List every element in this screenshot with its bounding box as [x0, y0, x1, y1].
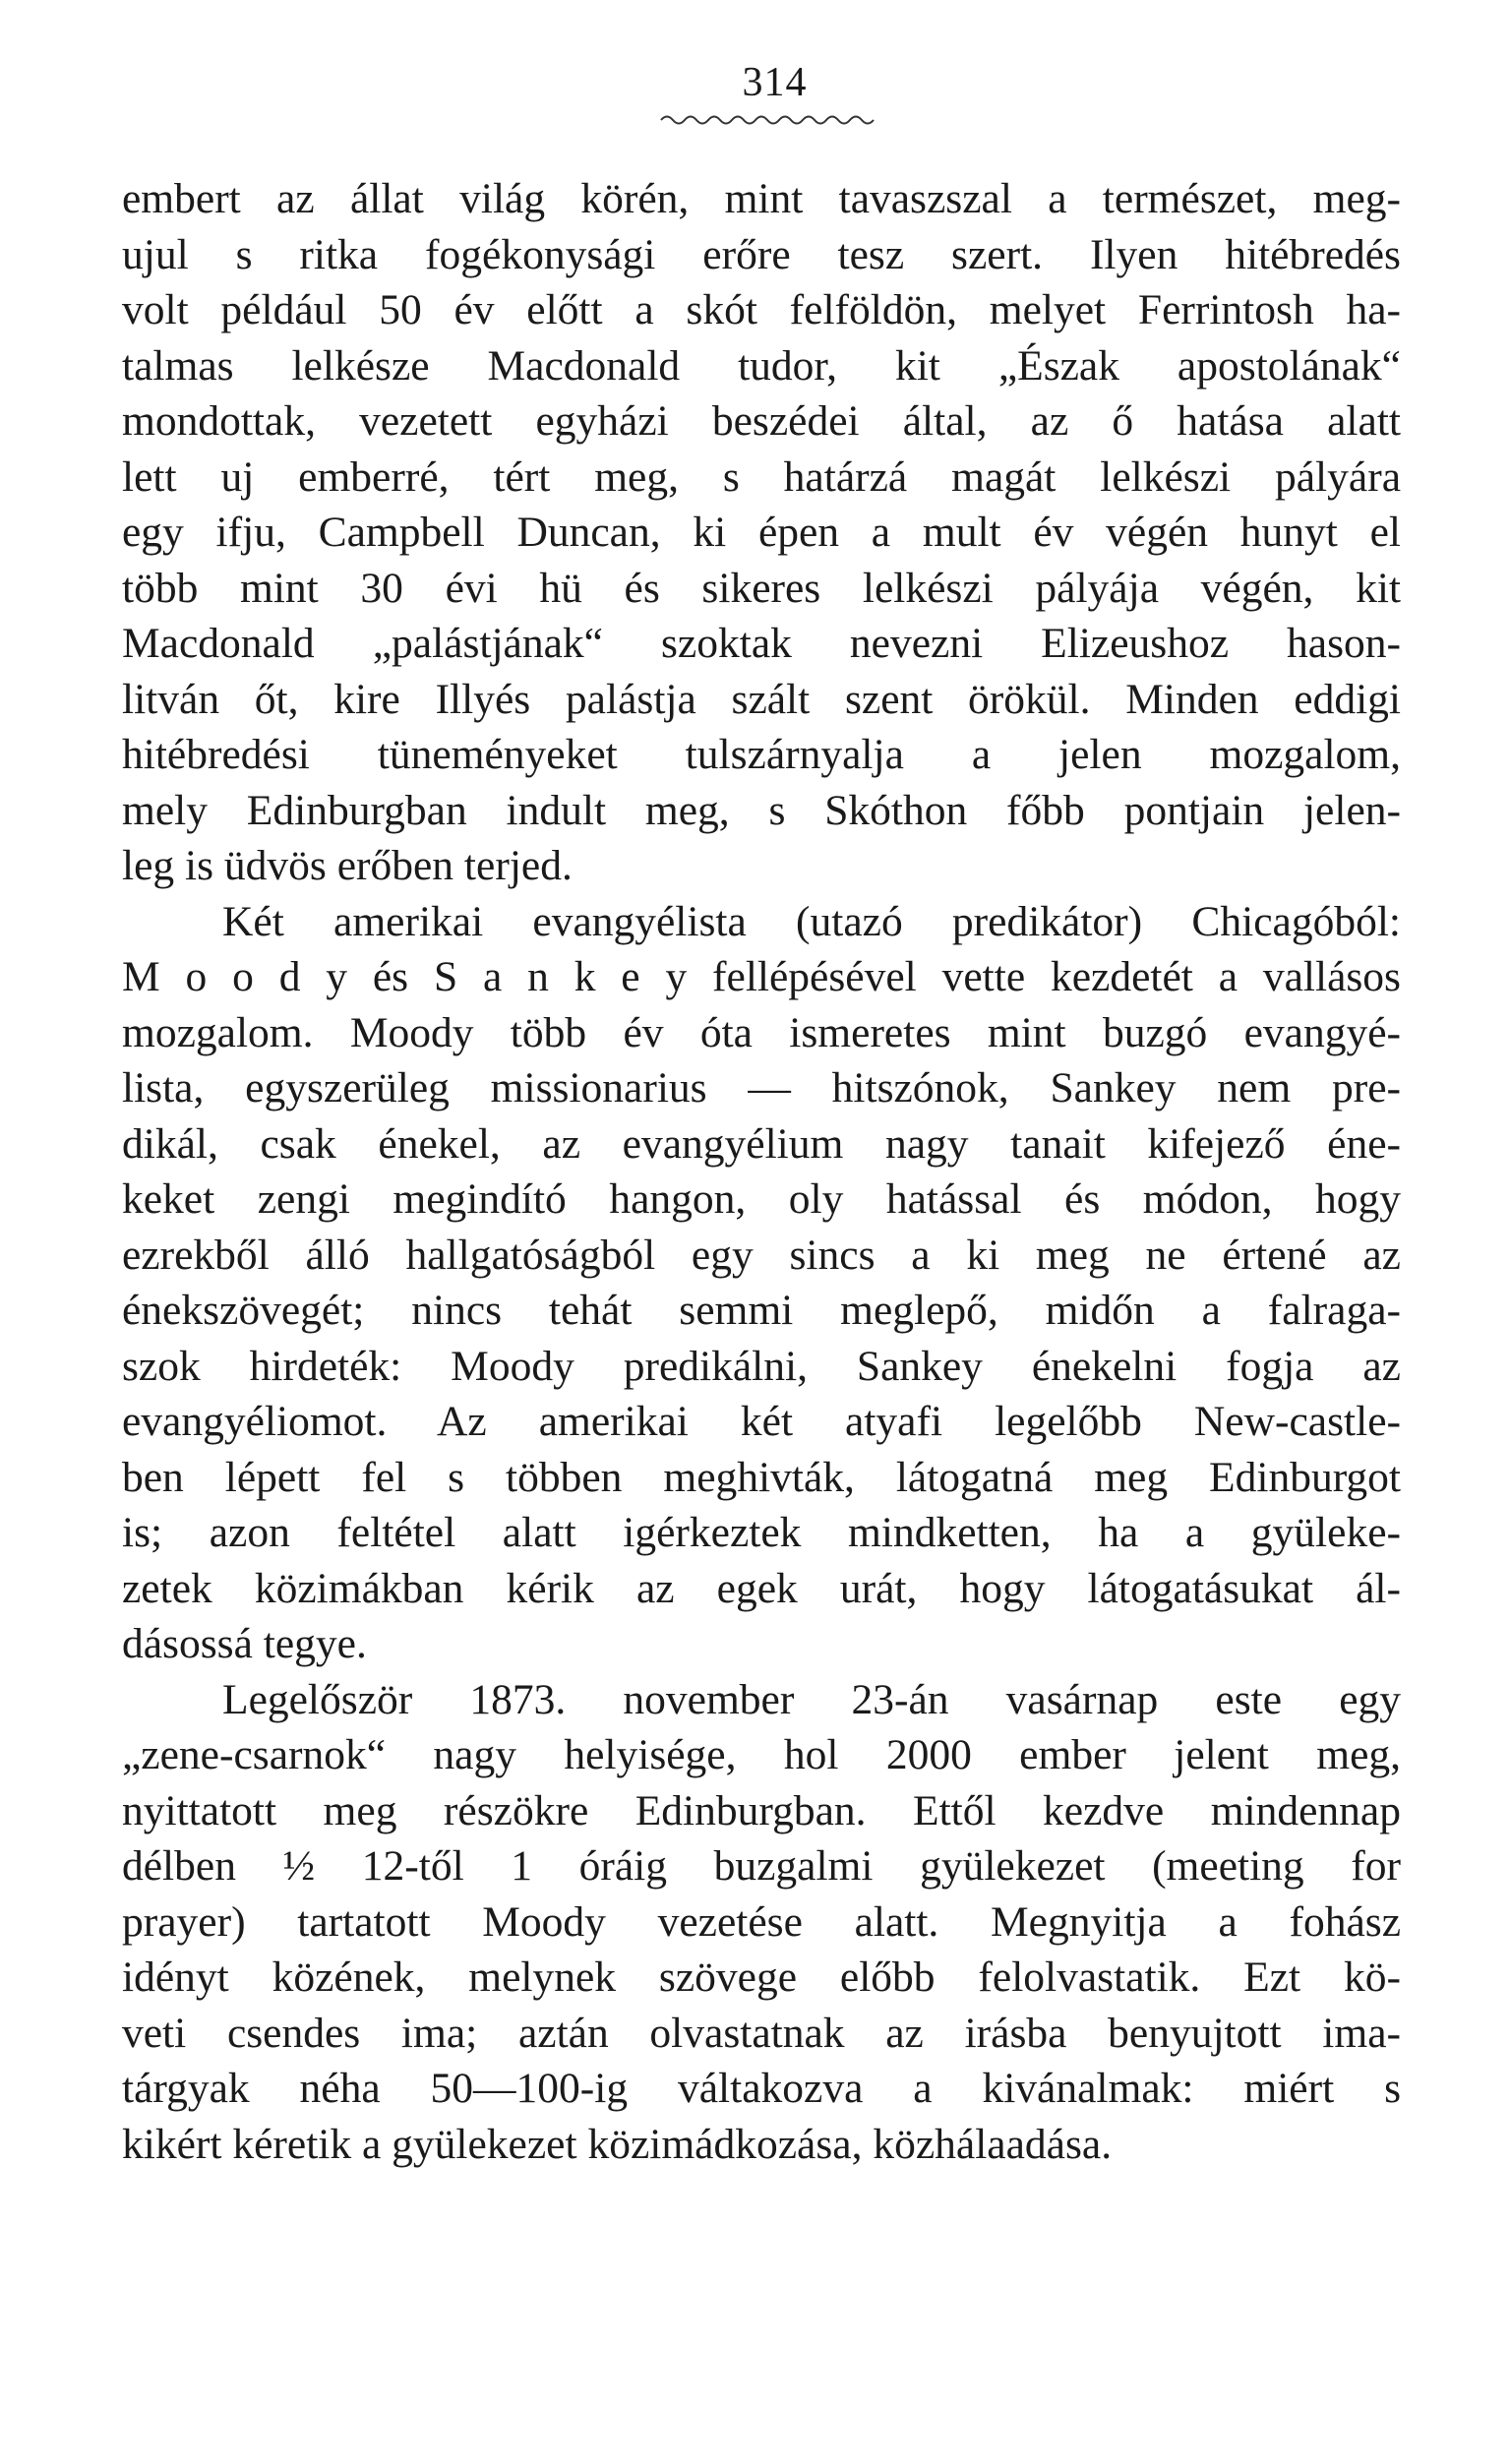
text-line: egy ifju, Campbell Duncan, ki épen a mult év végén hunyt el — [122, 509, 1401, 556]
text-line: dásossá tegye. — [122, 1620, 367, 1667]
text-line: szok hirdeték: Moody predikálni, Sankey énekelni fogja az — [122, 1342, 1401, 1390]
text-line: prayer) tartatott Moody vezetése alatt. Megnyitja a fohász — [122, 1897, 1401, 1946]
text-line: délben ½ 12-től 1 óráig buzgalmi gyülekezet (meeting for — [122, 1842, 1401, 1890]
text-line: evangyéliomot. Az amerikai két atyafi legelőbb New-castle- — [122, 1398, 1401, 1445]
text-line: énekszövegét; nincs tehát semmi meglepő, midőn a falraga- — [122, 1287, 1401, 1334]
text-line: több mint 30 évi hü és sikeres lelkészi pályája végén, kit — [122, 564, 1401, 612]
text-line: dikál, csak énekel, az evangyélium nagy tanait kifejező éne- — [122, 1119, 1401, 1168]
text-line: nyittatott meg részökre Edinburgban. Ettől kezdve mindennap — [122, 1786, 1401, 1834]
text-line: idényt közének, melynek szövege előbb felolvastatik. Ezt kö- — [122, 1953, 1401, 2001]
text-line: litván őt, kire Illyés palástja szált szent örökül. Minden eddigi — [122, 675, 1401, 723]
text-line: lista, egyszerüleg missionarius — hitszónok, Sankey nem pre- — [122, 1064, 1401, 1112]
paragraph-first-line: Legelőször 1873. november 23-án vasárnap este egy — [222, 1675, 1401, 1723]
text-line: hitébredési tüneményeket tulszárnyalja a jelen mozgalom, — [122, 731, 1401, 778]
text-line: mely Edinburgban indult meg, s Skóthon főbb pontjain jelen- — [122, 786, 1401, 834]
text-line: ezrekből álló hallgatóságból egy sincs a ki meg ne értené az — [122, 1231, 1401, 1279]
text-line: keket zengi megindító hangon, oly hatással és módon, hogy — [122, 1175, 1401, 1223]
text-line: mozgalom. Moody több év óta ismeretes mint buzgó evangyé- — [122, 1008, 1401, 1056]
text-line: veti csendes ima; aztán olvastatnak az irásba benyujtott ima- — [122, 2009, 1401, 2057]
text-line: Macdonald „palástjának“ szoktak nevezni Elizeushoz hason- — [122, 620, 1401, 667]
text-line: leg is üdvös erőben terjed. — [122, 842, 573, 889]
body-text — [122, 171, 1401, 2172]
paragraph-first-line: Két amerikai evangyélista (utazó predikátor) Chicagóból: — [222, 897, 1401, 945]
decorative-wavy-rule — [659, 113, 885, 127]
text-line: volt például 50 év előtt a skót felföldön, melyet Ferrintosh ha- — [122, 286, 1401, 333]
page-number: 314 — [742, 60, 808, 105]
text-line: tárgyak néha 50—100-ig váltakozva a kivánalmak: miért s — [122, 2065, 1401, 2112]
text-line: is; azon feltétel alatt igérkeztek mindketten, ha a gyüleke- — [122, 1509, 1401, 1556]
text-line: „zene-csarnok“ nagy helyisége, hol 2000 ember jelent meg, — [122, 1731, 1401, 1778]
text-line: lett uj emberré, tért meg, s határzá magát lelkészi pályára — [122, 452, 1401, 501]
text-line: talmas lelkésze Macdonald tudor, kit „Észak apostolának“ — [122, 341, 1401, 390]
text-line: M o o d y és S a n k e y fellépésével vette kezdetét a vallásos — [122, 953, 1401, 1000]
text-line: ben lépett fel s többen meghivták, látogatná meg Edinburgot — [122, 1453, 1401, 1501]
text-line: zetek közimákban kérik az egek urát, hogy látogatásukat ál- — [122, 1564, 1401, 1612]
text-line: mondottak, vezetett egyházi beszédei által, az ő hatása alatt — [122, 397, 1401, 445]
text-line: ujul s ritka fogékonysági erőre tesz szert. Ilyen hitébredés — [122, 230, 1401, 278]
text-line: embert az állat világ körén, mint tavaszszal a természet, meg- — [122, 175, 1401, 222]
text-line: kikért kéretik a gyülekezet közimádkozása, közhálaadása. — [122, 2120, 1113, 2168]
